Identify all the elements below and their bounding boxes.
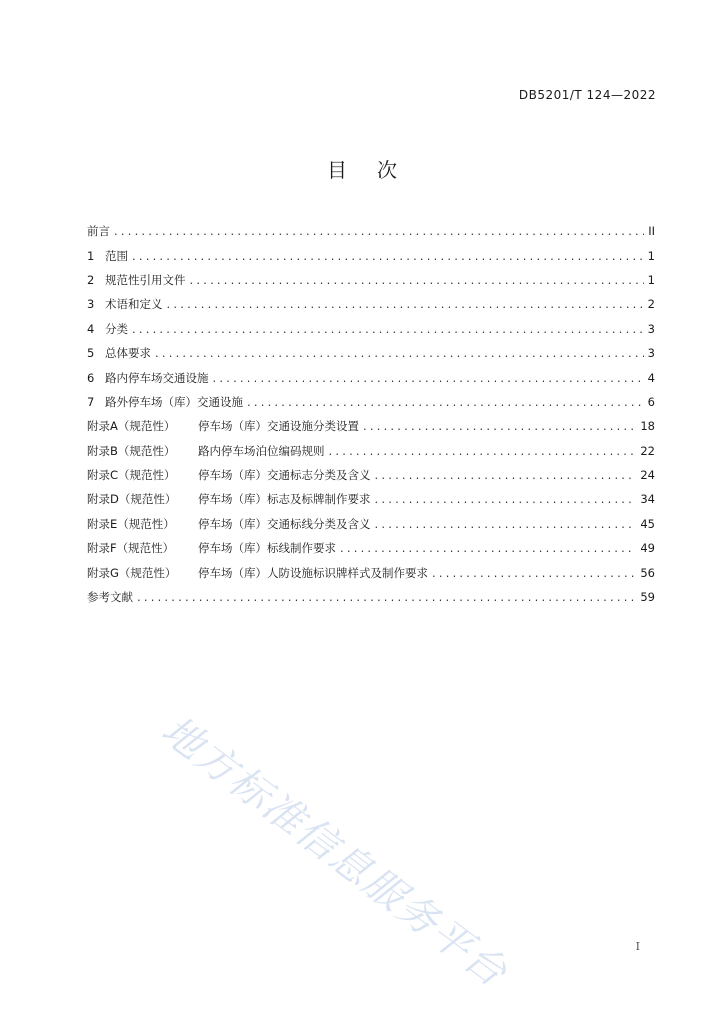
toc-entry-number: 4 [87,321,95,336]
toc-entry-annex-c[interactable] [87,463,655,487]
dot-leader [247,395,644,409]
annex-label: 附录F（规范性） [87,541,175,556]
toc-entry-page: II [648,224,655,239]
toc-entry-number: 7 [87,394,95,409]
toc-entry-page: 45 [640,516,655,531]
dot-leader [375,492,637,506]
toc-entry-annex-e[interactable] [87,512,655,536]
dot-leader [375,517,637,531]
annex-label: 附录C（规范性） [87,468,176,483]
toc-entry-annex-d[interactable] [87,487,655,511]
dot-leader [167,297,644,311]
toc-entry-page: 6 [647,394,655,409]
toc-entry-off-street-parking[interactable] [87,390,655,414]
dot-leader [329,444,637,458]
toc-entry-title: 停车场（库）标志及标牌制作要求 [198,492,371,507]
toc-entry-title: 停车场（库）交通标志分类及含义 [198,468,371,483]
dot-leader [340,541,636,555]
toc-entry-title: 范围 [105,248,128,263]
toc-entry-classification[interactable] [87,317,655,341]
annex-label: 附录G（规范性） [87,565,177,580]
toc-entry-annex-f[interactable] [87,536,655,560]
toc-entry-page: 1 [647,248,655,263]
toc-entry-title: 停车场（库）交通设施分类设置 [198,419,359,434]
standard-code: DB5201/T 124—2022 [518,88,656,102]
toc-entry-title: 路内停车场泊位编码规则 [198,443,325,458]
toc-entry-terms-definitions[interactable] [87,292,655,316]
toc-entry-page: 3 [647,321,655,336]
toc-entry-title: 分类 [105,321,128,336]
toc-entry-title: 停车场（库）交通标线分类及含义 [198,516,371,531]
dot-leader [213,371,644,385]
page-title: 目次 [327,158,427,182]
toc-entry-page: 34 [640,492,655,507]
dot-leader [137,590,636,604]
toc-entry-page: 2 [647,297,655,312]
toc-entry-page: 22 [640,443,655,458]
toc-entry-title: 前言 [87,224,110,239]
toc-entry-title: 总体要求 [105,346,151,361]
dot-leader [375,468,637,482]
dot-leader [114,224,644,238]
dot-leader [363,419,636,433]
toc-entry-number: 6 [87,370,95,385]
toc-entry-annex-b[interactable] [87,439,655,463]
dot-leader [155,346,644,360]
dot-leader [132,249,644,263]
watermark: 地方标准信息服务平台 [152,707,517,997]
toc-entry-title: 路内停车场交通设施 [105,370,209,385]
toc-entry-page: 18 [640,419,655,434]
dot-leader [432,566,636,580]
toc-entry-number: 3 [87,297,95,312]
toc-entry-scope[interactable] [87,243,655,267]
toc-entry-on-street-parking[interactable] [87,365,655,389]
toc-entry-bibliography[interactable] [87,585,655,609]
toc-entry-page: 4 [647,370,655,385]
annex-label: 附录E（规范性） [87,516,175,531]
toc-entry-title: 停车场（库）人防设施标识牌样式及制作要求 [198,565,428,580]
toc-entry-title: 术语和定义 [105,297,163,312]
dot-leader [190,273,644,287]
toc-entry-page: 24 [640,468,655,483]
toc-entry-page: 56 [640,565,655,580]
toc-entry-foreword[interactable] [87,219,655,243]
toc-entry-title: 停车场（库）标线制作要求 [198,541,336,556]
table-of-contents [87,219,655,609]
toc-entry-page: 49 [640,541,655,556]
toc-entry-page: 3 [647,346,655,361]
toc-entry-annex-a[interactable] [87,414,655,438]
annex-label: 附录D（规范性） [87,492,177,507]
toc-entry-normative-references[interactable] [87,268,655,292]
toc-entry-number: 2 [87,272,95,287]
toc-entry-page: 59 [640,590,655,605]
toc-entry-number: 5 [87,346,95,361]
toc-entry-title: 路外停车场（库）交通设施 [105,394,243,409]
toc-entry-title: 参考文献 [87,590,133,605]
annex-label: 附录B（规范性） [87,443,176,458]
toc-entry-general-requirements[interactable] [87,341,655,365]
dot-leader [132,322,644,336]
annex-label: 附录A（规范性） [87,419,176,434]
page-number: I [635,940,640,953]
toc-entry-annex-g[interactable] [87,560,655,584]
toc-entry-number: 1 [87,248,95,263]
toc-entry-title: 规范性引用文件 [105,272,186,287]
toc-entry-page: 1 [647,272,655,287]
